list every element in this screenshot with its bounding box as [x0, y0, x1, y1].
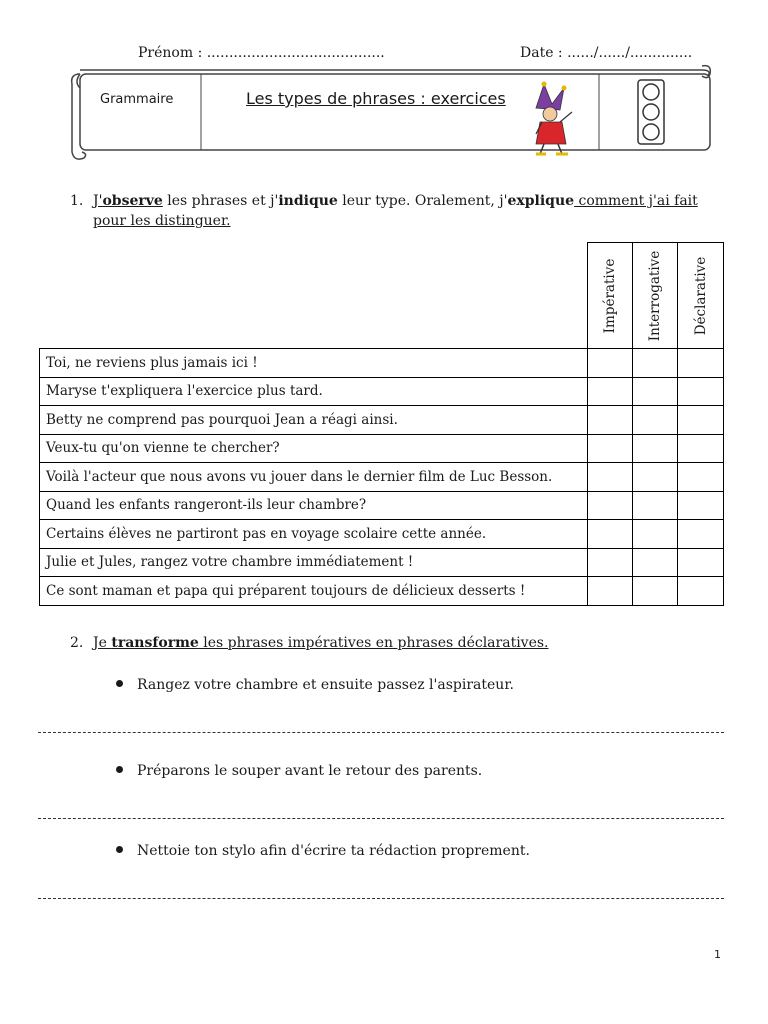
column-header-interrogative: Interrogative	[633, 243, 678, 349]
traffic-light-icon	[638, 80, 664, 144]
table-row	[40, 434, 724, 463]
answer-box-imperative[interactable]	[588, 491, 633, 520]
sentence-cell: Julie et Jules, rangez votre chambre immédiatement !	[40, 548, 588, 577]
page-number: 1	[714, 948, 721, 961]
column-header-declarative: Déclarative	[678, 243, 724, 349]
answer-box-declarative[interactable]	[678, 548, 724, 577]
answer-box-interrogative[interactable]	[633, 434, 678, 463]
list-item: Préparons le souper avant le retour des parents.	[116, 763, 482, 779]
table-row	[40, 377, 724, 406]
answer-box-imperative[interactable]	[588, 377, 633, 406]
answer-box-declarative[interactable]	[678, 406, 724, 435]
sentence-cell: Voilà l'acteur que nous avons vu jouer dans le dernier film de Luc Besson.	[40, 463, 588, 492]
answer-box-imperative[interactable]	[588, 520, 633, 549]
exercise-2-instruction: Je transforme les phrases impératives en phrases déclaratives.	[93, 635, 549, 651]
answer-box-declarative[interactable]	[678, 577, 724, 606]
table-row	[40, 349, 724, 378]
sentence-type-table	[39, 242, 724, 606]
answer-box-interrogative[interactable]	[633, 349, 678, 378]
exercise-1-number: 1.	[70, 193, 84, 209]
exercise-2-number: 2.	[70, 635, 84, 651]
answer-box-imperative[interactable]	[588, 434, 633, 463]
answer-box-interrogative[interactable]	[633, 577, 678, 606]
bullet-icon	[116, 680, 123, 687]
answer-box-interrogative[interactable]	[633, 520, 678, 549]
answer-box-declarative[interactable]	[678, 434, 724, 463]
sentence-cell: Quand les enfants rangeront-ils leur chambre?	[40, 491, 588, 520]
table-empty-corner	[40, 243, 588, 349]
sentence-cell: Veux-tu qu'on vienne te chercher?	[40, 434, 588, 463]
table-row	[40, 406, 724, 435]
table-row	[40, 520, 724, 549]
answer-box-interrogative[interactable]	[633, 377, 678, 406]
answer-box-declarative[interactable]	[678, 463, 724, 492]
sentence-cell: Certains élèves ne partiront pas en voyage scolaire cette année.	[40, 520, 588, 549]
answer-box-declarative[interactable]	[678, 520, 724, 549]
answer-box-imperative[interactable]	[588, 548, 633, 577]
sentence-cell: Ce sont maman et papa qui préparent toujours de délicieux desserts !	[40, 577, 588, 606]
list-item: Rangez votre chambre et ensuite passez l'aspirateur.	[116, 677, 514, 693]
sentence-cell: Toi, ne reviens plus jamais ici !	[40, 349, 588, 378]
answer-box-interrogative[interactable]	[633, 491, 678, 520]
list-item: Nettoie ton stylo afin d'écrire ta rédaction proprement.	[116, 843, 530, 859]
jester-illustration	[536, 82, 572, 155]
bullet-icon	[116, 766, 123, 773]
page-title: Les types de phrases : exercices	[246, 89, 506, 108]
answer-box-interrogative[interactable]	[633, 406, 678, 435]
answer-line[interactable]	[38, 818, 724, 819]
answer-box-interrogative[interactable]	[633, 463, 678, 492]
answer-box-declarative[interactable]	[678, 491, 724, 520]
answer-line[interactable]	[38, 898, 724, 899]
table-row	[40, 577, 724, 606]
answer-box-imperative[interactable]	[588, 463, 633, 492]
scroll-banner	[66, 62, 714, 164]
prenom-field: Prénom : ........................................	[138, 45, 385, 61]
answer-box-imperative[interactable]	[588, 349, 633, 378]
bullet-icon	[116, 846, 123, 853]
answer-box-declarative[interactable]	[678, 377, 724, 406]
date-field: Date : ....../....../..............	[520, 45, 693, 61]
subject-label: Grammaire	[100, 92, 174, 107]
sentence-cell: Maryse t'expliquera l'exercice plus tard.	[40, 377, 588, 406]
answer-box-interrogative[interactable]	[633, 548, 678, 577]
table-row	[40, 491, 724, 520]
answer-box-imperative[interactable]	[588, 577, 633, 606]
table-row	[40, 463, 724, 492]
table-row	[40, 548, 724, 577]
answer-box-imperative[interactable]	[588, 406, 633, 435]
sentence-cell: Betty ne comprend pas pourquoi Jean a réagi ainsi.	[40, 406, 588, 435]
column-header-imperative: Impérative	[588, 243, 633, 349]
exercise-1-instruction: J'observe les phrases et j'indique leur type. Oralement, j'explique comment j'ai fait pour les distinguer.	[93, 193, 698, 229]
answer-line[interactable]	[38, 732, 724, 733]
answer-box-declarative[interactable]	[678, 349, 724, 378]
